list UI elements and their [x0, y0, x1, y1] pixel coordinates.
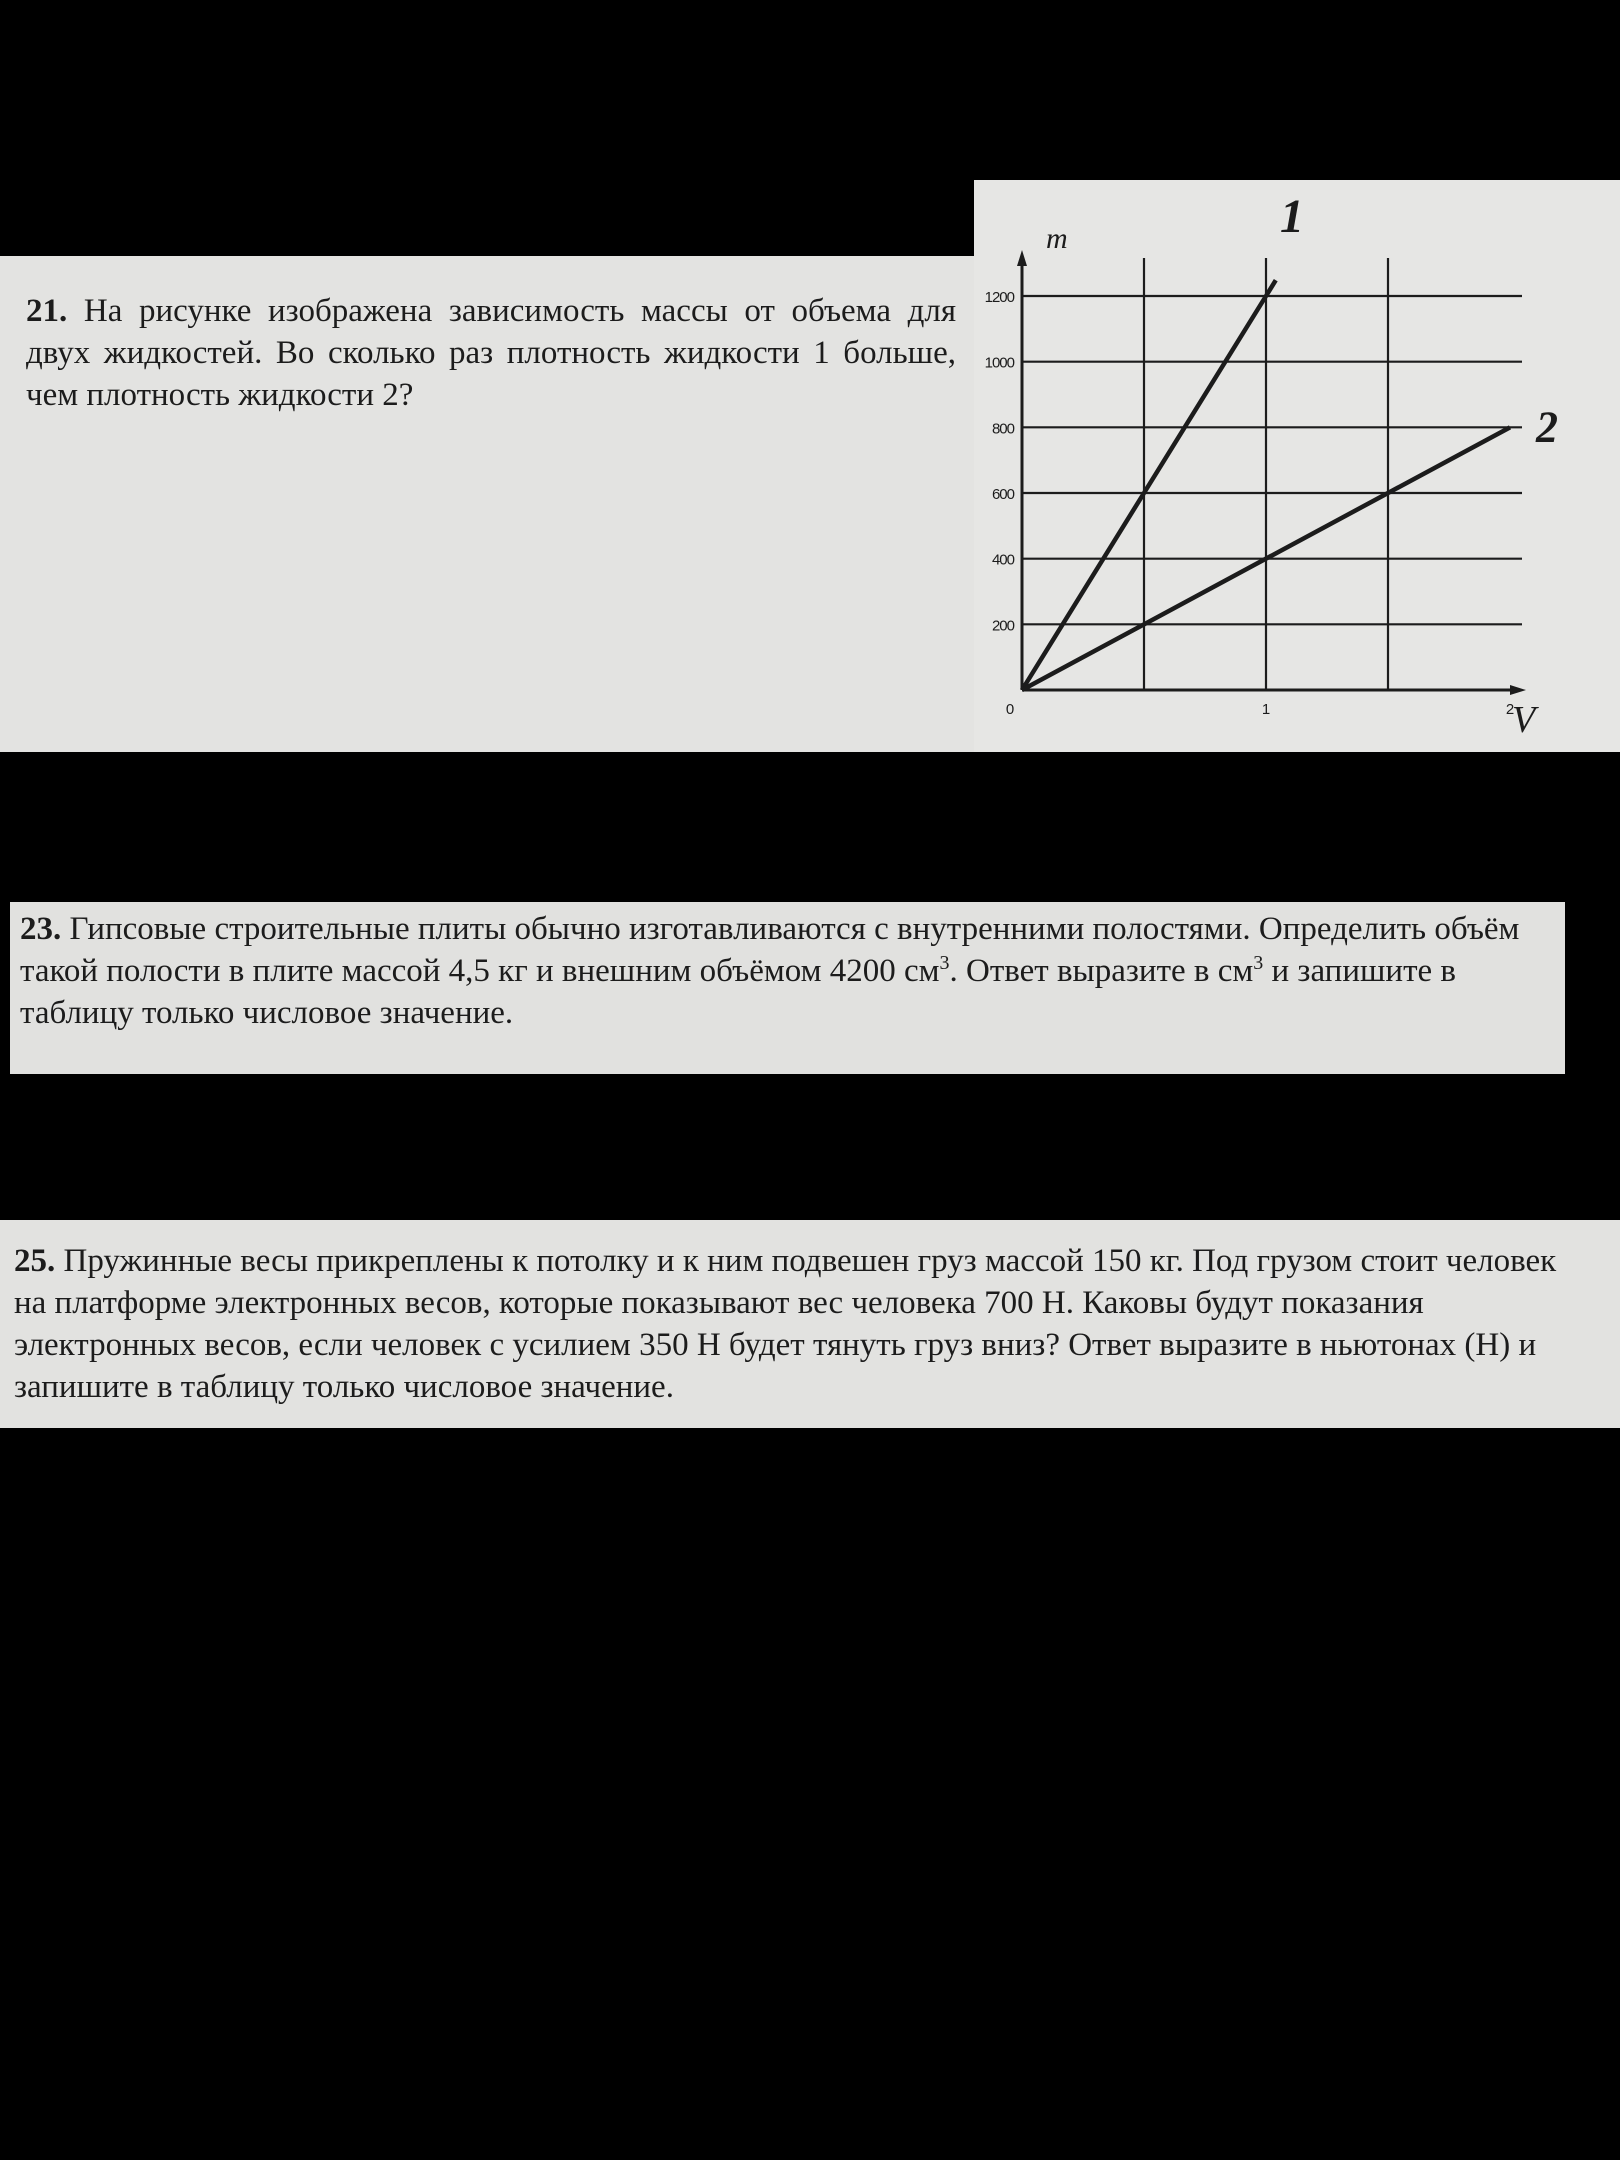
redaction-bar [10, 1074, 1566, 1220]
question-23 [20, 908, 1550, 1034]
y-tick-label: 1000 [984, 354, 1014, 372]
y-axis-arrow [1017, 250, 1027, 266]
chart-axes [1017, 250, 1526, 695]
question-number: 23. [20, 911, 62, 947]
y-tick-label: 400 [991, 551, 1014, 569]
series-line-1 [1022, 280, 1276, 690]
redaction-bar [18, 752, 1556, 900]
question-text: и запишите в таблицу только числовое значение. [20, 953, 1456, 1031]
question-number: 21. [26, 293, 68, 329]
chart-labels [985, 190, 1558, 741]
chart-grid [1022, 258, 1522, 690]
question-text: Гипсовые строительные плиты обычно изготавливаются с внутренними полостями. Определить объём такой полости в плите массой 4,5 кг и внешним объёмом 4200 см [20, 911, 1520, 989]
question-text: Пружинные весы прикреплены к потолку и к ним подвешен груз массой 150 кг. Под грузом стоит человек на платформе электронных весов, которые показывают вес человека 700 Н. Каковы будут показания электронных весов, если человек с усилием 350 Н будет тянуть груз вниз? Ответ выразите в ньютонах (Н) и запишите в таблицу только числовое значение. [14, 1243, 1557, 1405]
x-axis-label: V [1512, 699, 1536, 741]
question-21 [26, 290, 956, 416]
y-tick-label: 800 [991, 420, 1014, 438]
origin-label: 0 [1005, 701, 1015, 718]
series-label-2: 2 [1536, 402, 1558, 452]
question-text: На рисунке изображена зависимость массы от объема для двух жидкостей. Во сколько раз плотность жидкости 1 больше, чем плотность жидкости 2? [26, 293, 957, 413]
question-25 [14, 1240, 1574, 1408]
y-tick-label: 200 [991, 617, 1014, 635]
question-text: . Ответ выразите в см [949, 953, 1254, 989]
x-tick-label: 2 [1505, 701, 1515, 718]
series-label-1: 1 [1280, 190, 1304, 243]
x-tick-label: 1 [1261, 701, 1271, 718]
y-tick-label: 600 [991, 486, 1014, 503]
superscript: 3 [939, 952, 950, 974]
superscript: 3 [1253, 952, 1264, 974]
y-tick-label: 1200 [984, 289, 1014, 306]
question-number: 25. [14, 1243, 56, 1279]
x-axis-arrow [1510, 685, 1526, 695]
mass-volume-chart [974, 180, 1620, 752]
y-axis-label: m [1046, 222, 1068, 255]
